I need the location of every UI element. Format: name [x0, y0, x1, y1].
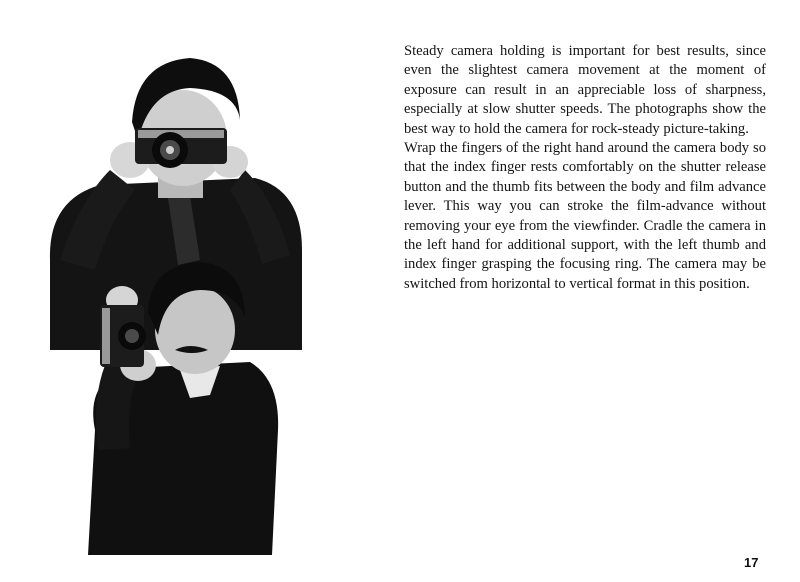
paragraph-steady-holding: Steady camera holding is important for best results, since even the slightest camera movement at the moment of exposure can result in an appreciable loss of sharpness, especially at slow shutter speeds. The photographs show the best way to hold the camera for rock-steady picture-taking.: [404, 43, 766, 137]
page-number: 17: [744, 555, 759, 570]
instruction-text: [404, 42, 766, 294]
camera-holding-photo: [40, 50, 310, 555]
paragraph-grip-technique: Wrap the fingers of the right hand around the camera body so that the index finger rests comfortably on the shutter release button and the thumb fits between the body and film advance lever. This way you can stroke the film-advance without removing your eye from the viewfinder. Cradle the camera in the left hand for additional support, with the left thumb and index finger grasping the focusing ring. The camera may be switched from horizontal to vertical format in this position.: [404, 140, 766, 292]
